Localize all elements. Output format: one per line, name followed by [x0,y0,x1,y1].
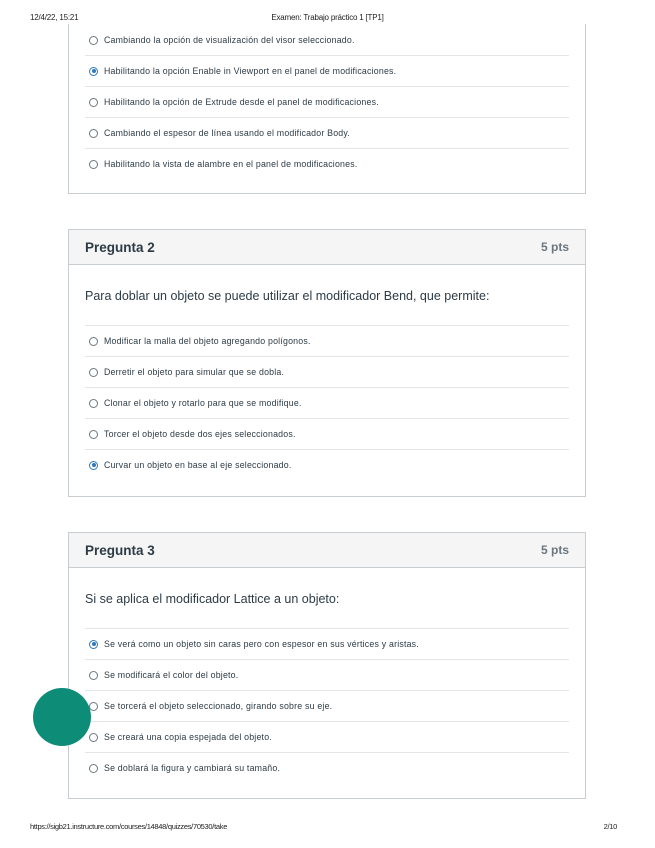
print-url: https://sigb21.instructure.com/courses/14848/quizzes/70530/take [30,822,228,831]
q2-answer-4[interactable] [85,418,569,449]
radio-selected-icon[interactable] [89,461,98,470]
print-datetime: 12/4/22, 15:21 [30,13,79,22]
answer-label: Cambiando la opción de visualización del visor seleccionado. [104,35,355,45]
radio-selected-icon[interactable] [89,67,98,76]
radio-icon[interactable] [89,430,98,439]
q1-answer-3[interactable] [85,86,569,117]
answer-label: Modificar la malla del objeto agregando polígonos. [104,336,311,346]
answer-label: Se doblará la figura y cambiará su tamaño. [104,763,281,773]
radio-icon[interactable] [89,129,98,138]
question-header [69,533,585,568]
q2-answer-3[interactable] [85,387,569,418]
answer-label: Clonar el objeto y rotarlo para que se modifique. [104,398,302,408]
print-page-title: Examen: Trabajo práctico 1 [TP1] [271,13,384,22]
q3-answer-5[interactable] [85,752,569,783]
q1-answer-4[interactable] [85,117,569,148]
question-title: Pregunta 2 [85,239,155,255]
answer-label: Se torcerá el objeto seleccionado, girando sobre su eje. [104,701,333,711]
question-1-card [68,24,586,194]
answer-label: Se verá como un objeto sin caras pero con espesor en sus vértices y aristas. [104,639,419,649]
radio-icon[interactable] [89,36,98,45]
question-title: Pregunta 3 [85,542,155,558]
radio-icon[interactable] [89,368,98,377]
question-points: 5 pts [540,240,569,254]
q3-answer-2[interactable] [85,659,569,690]
radio-icon[interactable] [89,764,98,773]
question-text: Para doblar un objeto se puede utilizar el modificador Bend, que permite: [85,289,490,303]
question-2-card [68,229,586,497]
q3-answer-4[interactable] [85,721,569,752]
answer-label: Se modificará el color del objeto. [104,670,239,680]
q3-answer-1[interactable] [85,628,569,659]
radio-icon[interactable] [89,671,98,680]
radio-icon[interactable] [89,733,98,742]
answer-label: Curvar un objeto en base al eje seleccionado. [104,460,292,470]
q1-answer-1[interactable] [85,25,569,55]
answer-label: Se creará una copia espejada del objeto. [104,732,272,742]
radio-icon[interactable] [89,98,98,107]
answer-label: Habilitando la opción de Extrude desde el panel de modificaciones. [104,97,379,107]
question-points: 5 pts [540,543,569,557]
radio-icon[interactable] [89,337,98,346]
q2-answer-1[interactable] [85,325,569,356]
radio-icon[interactable] [89,399,98,408]
q3-answer-3[interactable] [85,690,569,721]
answer-label: Cambiando el espesor de línea usando el modificador Body. [104,128,350,138]
radio-selected-icon[interactable] [89,640,98,649]
q2-answer-5[interactable] [85,449,569,480]
radio-icon[interactable] [89,702,98,711]
q1-answer-5[interactable] [85,148,569,179]
answer-label: Habilitando la opción Enable in Viewport en el panel de modificaciones. [104,66,397,76]
question-header [69,230,585,265]
question-text: Si se aplica el modificador Lattice a un objeto: [85,592,340,606]
answer-label: Torcer el objeto desde dos ejes seleccionados. [104,429,296,439]
question-3-card [68,532,586,799]
answer-label: Habilitando la vista de alambre en el panel de modificaciones. [104,159,358,169]
answer-label: Derretir el objeto para simular que se dobla. [104,367,285,377]
floating-action-button[interactable] [33,688,91,746]
q1-answer-2[interactable] [85,55,569,86]
print-page-number: 2/10 [603,822,617,831]
q2-answer-2[interactable] [85,356,569,387]
radio-icon[interactable] [89,160,98,169]
